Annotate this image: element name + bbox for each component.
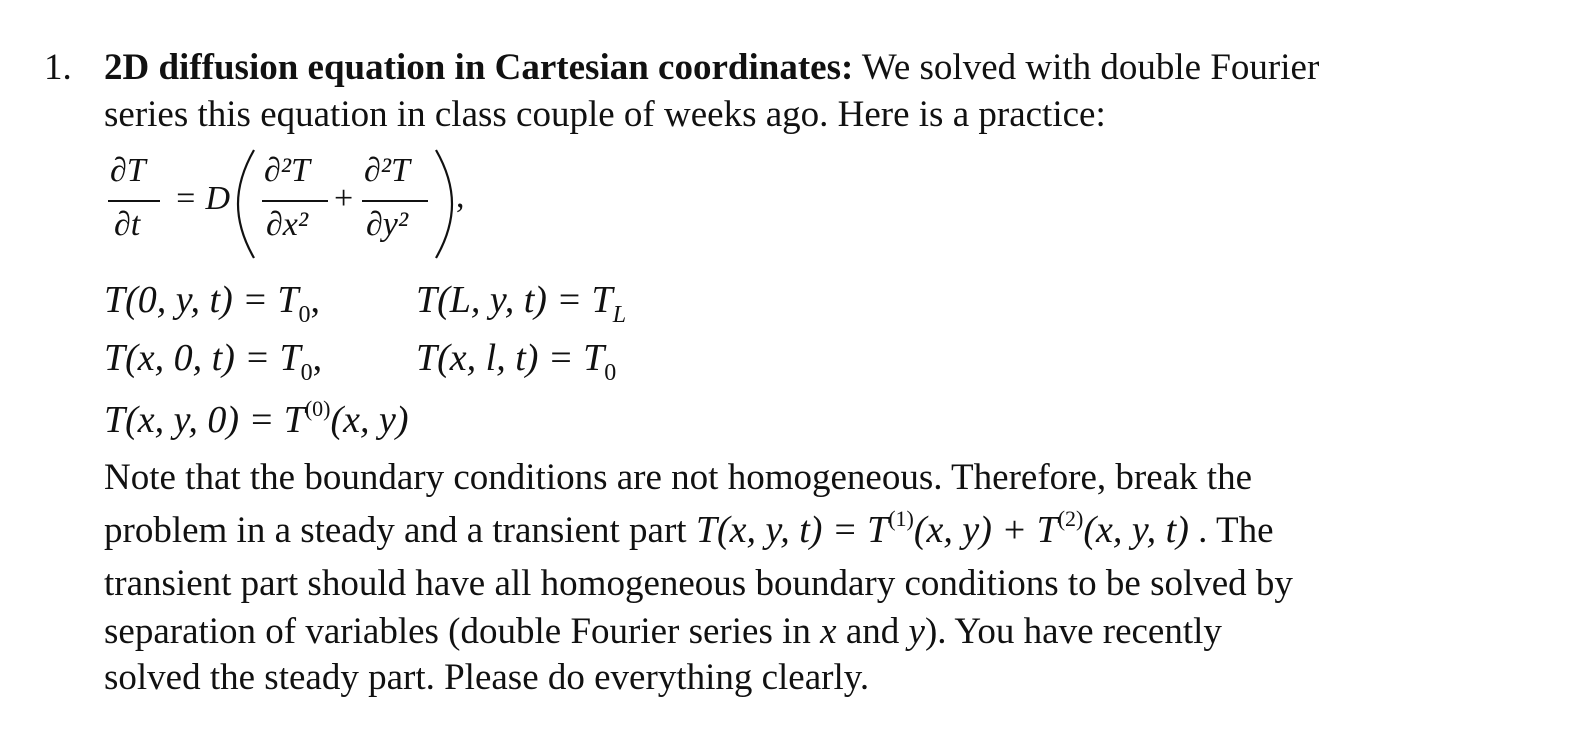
problem-intro-line-2: series this equation in class couple of weeks ago. Here is a practice: — [104, 94, 1106, 135]
lhs-denominator: ∂t — [114, 206, 141, 243]
ic-args: (x, y) — [330, 399, 409, 441]
equals-d: = D — [174, 180, 230, 217]
initial-condition — [104, 398, 409, 447]
lhs-numerator: ∂T — [110, 152, 146, 189]
decomposition-args: (x, y, t) — [1083, 509, 1189, 551]
bc-yl — [416, 336, 616, 385]
note-line-4 — [104, 610, 1222, 654]
equation-comma: , — [456, 178, 465, 215]
bc-x0-expr: T(0, y, t) = T — [104, 279, 299, 321]
note-line-2 — [104, 508, 1274, 557]
var-x: x — [820, 611, 837, 652]
problem-title: 2D diffusion equation in Cartesian coordinates: — [104, 47, 854, 88]
decomposition-lhs: T(x, y, t) = T — [695, 509, 889, 551]
var-y: y — [908, 611, 925, 652]
ic-expr: T(x, y, 0) = T — [104, 399, 305, 441]
plus-sign: + — [334, 180, 354, 217]
bc-y0-expr: T(x, 0, t) = T — [104, 337, 301, 379]
note-line-4-a: separation of variables (double Fourier series in — [104, 611, 821, 652]
term1-fraction-bar — [262, 200, 328, 202]
bc-x0-subscript: 0 — [298, 302, 311, 328]
bc-y0-comma: , — [312, 337, 323, 379]
term2-fraction-bar — [362, 200, 428, 202]
diffusion-equation — [104, 148, 504, 263]
problem-intro-rest: We solved with double Fourier — [853, 47, 1320, 88]
bc-xl-subscript: L — [612, 302, 627, 328]
note-line-4-and: and — [836, 611, 909, 652]
bc-xl — [416, 278, 626, 327]
bc-y0 — [104, 336, 322, 385]
bc-x0 — [104, 278, 320, 327]
bc-y0-subscript: 0 — [300, 360, 313, 386]
lhs-fraction-bar — [108, 200, 160, 202]
bc-yl-expr: T(x, l, t) = T — [416, 337, 605, 379]
note-line-1: Note that the boundary conditions are not homogeneous. Therefore, break the — [104, 457, 1253, 498]
term1-denominator: ∂x² — [266, 206, 309, 243]
decomposition-mid: (x, y) + T — [913, 509, 1058, 551]
note-line-2-text: problem in a steady and a transient part — [104, 510, 696, 551]
note-line-3: transient part should have all homogeneous boundary conditions to be solved by — [104, 563, 1293, 604]
ic-superscript: (0) — [304, 396, 331, 421]
problem-number: 1. — [44, 47, 72, 88]
right-paren — [432, 148, 456, 260]
term2-numerator: ∂²T — [364, 152, 410, 189]
bc-x0-comma: , — [310, 279, 321, 321]
problem-intro-line-1 — [104, 46, 1319, 90]
decomposition-sup-2: (2) — [1057, 506, 1084, 531]
note-line-2-end: . The — [1188, 510, 1274, 551]
left-paren — [234, 148, 258, 260]
term1-numerator: ∂²T — [264, 152, 310, 189]
term2-denominator: ∂y² — [366, 206, 409, 243]
note-line-5: solved the steady part. Please do everything clearly. — [104, 657, 870, 698]
bc-xl-expr: T(L, y, t) = T — [416, 279, 613, 321]
decomposition-sup-1: (1) — [888, 506, 914, 531]
bc-yl-subscript: 0 — [604, 360, 617, 386]
note-line-4-b: ). You have recently — [924, 611, 1222, 652]
